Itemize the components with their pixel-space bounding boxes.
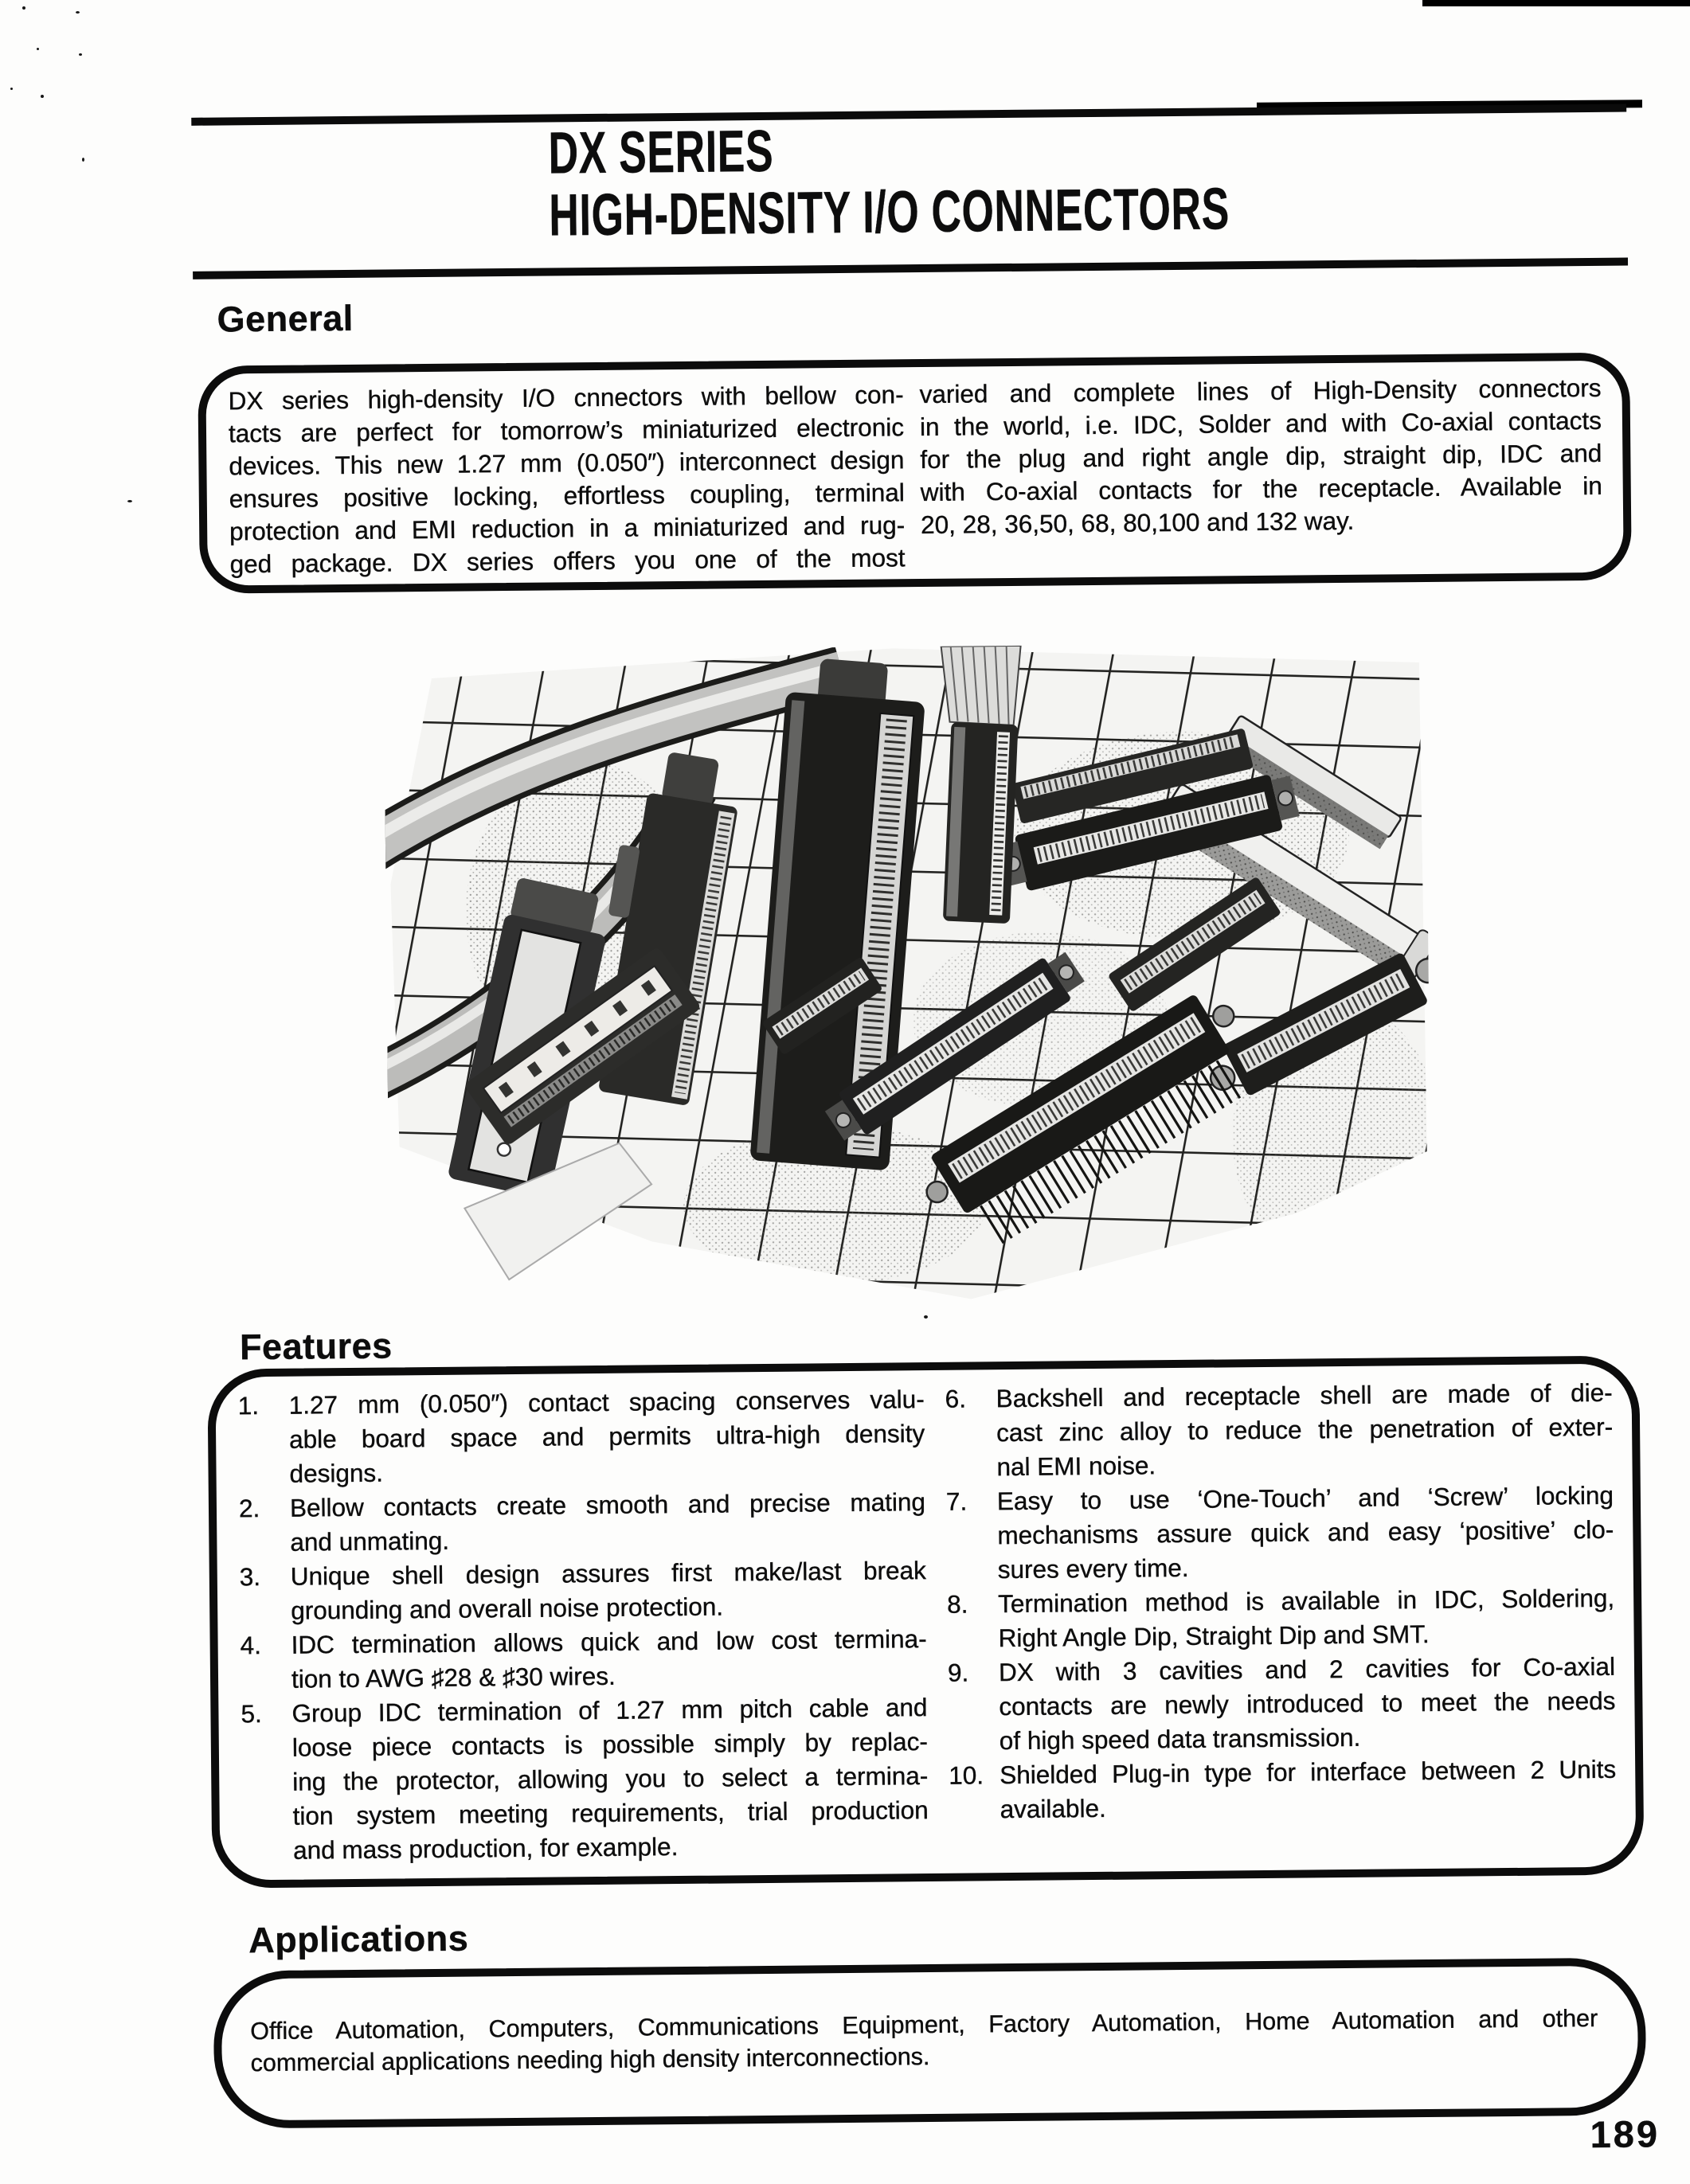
text-line: protection and EMI reduction in a miniaturized and rug- xyxy=(229,510,906,546)
text-line: IDC termination allows quick and low cost termina- xyxy=(291,1624,927,1659)
text-line: devices. This new 1.27 mm (0.050″) interconnect design xyxy=(229,445,905,481)
feature-item-text xyxy=(291,1622,927,1697)
text-line: in the world, i.e. IDC, Solder and with Co-axial contacts xyxy=(919,405,1602,442)
text-line: Unique shell design assures first make/last break xyxy=(290,1556,926,1591)
feature-item-number: 5. xyxy=(241,1699,262,1729)
title-line-2: HIGH-DENSITY I/O CONNECTORS xyxy=(549,175,1230,248)
feature-item xyxy=(241,1690,929,1868)
text-line: ensures positive locking, effortless coupling, terminal xyxy=(229,478,905,514)
features-list-left xyxy=(238,1382,929,1868)
feature-item xyxy=(949,1752,1617,1827)
feature-item xyxy=(240,1553,927,1628)
feature-item xyxy=(946,1479,1614,1588)
feature-item xyxy=(947,1581,1615,1656)
text-line: tion system meeting requirements, trial production xyxy=(292,1795,929,1830)
text-line: sures every time. xyxy=(997,1553,1189,1584)
text-line: DX with 3 cavities and 2 cavities for Co-axial xyxy=(998,1651,1616,1687)
text-line: Easy to use ‘One-Touch’ and ‘Screw’ locking xyxy=(996,1480,1614,1516)
text-line: loose piece contacts is possible simply by replac- xyxy=(291,1727,929,1762)
text-line: contacts are newly introduced to meet the needs xyxy=(999,1686,1616,1721)
text-line: with Co-axial contacts for the receptacle. Available in xyxy=(920,471,1602,507)
product-photo xyxy=(384,642,1432,1315)
feature-item-number: 6. xyxy=(945,1384,967,1413)
text-line: Group IDC termination of 1.27 mm pitch cable and xyxy=(291,1693,928,1728)
feature-item-text xyxy=(999,1650,1616,1758)
applications-box xyxy=(213,1957,1647,2128)
feature-item-number: 10. xyxy=(949,1760,984,1790)
text-line: DX series high-density I/O cnnectors with bellow con- xyxy=(228,380,904,416)
text-line: of high speed data transmission. xyxy=(999,1722,1361,1756)
text-line: Shielded Plug-in type for interface between 2 Units xyxy=(1000,1754,1617,1790)
text-line: and mass production, for example. xyxy=(292,1832,679,1865)
text-line: cast zinc alloy to reduce the penetration of exter- xyxy=(996,1412,1614,1448)
text-line: ing the protector, allowing you to select a termina- xyxy=(292,1761,929,1796)
text-line: 1.27 mm (0.050″) contact spacing conserves valu- xyxy=(288,1385,925,1420)
feature-item-number: 1. xyxy=(237,1391,260,1420)
general-box xyxy=(198,353,1632,594)
section-heading-applications: Applications xyxy=(248,1917,469,1961)
feature-item xyxy=(238,1382,925,1491)
text-line: able board space and permits ultra-high density xyxy=(288,1419,925,1454)
text-line: Termination method is available in IDC, Soldering, xyxy=(998,1583,1615,1619)
feature-item xyxy=(239,1485,926,1560)
feature-item-number: 8. xyxy=(947,1589,968,1619)
text-line: and unmating. xyxy=(290,1526,450,1557)
text-line: available. xyxy=(1000,1793,1106,1824)
text-line: Bellow contacts create smooth and precise mating xyxy=(289,1487,926,1522)
page-title xyxy=(548,113,1521,247)
feature-item-text xyxy=(289,1382,925,1491)
general-text-right xyxy=(919,372,1602,541)
feature-item xyxy=(945,1376,1614,1485)
feature-item-text xyxy=(1000,1752,1617,1827)
feature-item-number: 2. xyxy=(238,1494,260,1523)
feature-item-number: 3. xyxy=(239,1562,261,1592)
feature-item-text xyxy=(998,1581,1615,1655)
text-line: commercial applications needing high density interconnections. xyxy=(250,2043,930,2077)
text-line: designs. xyxy=(289,1458,384,1488)
text-line: ged package. DX series offers you one of the most xyxy=(229,543,906,579)
features-list-right xyxy=(945,1376,1617,1827)
text-line: for the plug and right angle dip, straight dip, IDC and xyxy=(920,438,1602,475)
text-line: nal EMI noise. xyxy=(996,1451,1156,1482)
text-line: tion to AWG ♯28 & ♯30 wires. xyxy=(291,1661,616,1694)
title-line-1: DX SERIES xyxy=(548,117,774,186)
page-number: 189 xyxy=(1590,2112,1661,2156)
text-line: tacts are perfect for tomorrow’s miniaturized electronic xyxy=(228,412,905,448)
feature-item-text xyxy=(996,1376,1613,1484)
text-line: grounding and overall noise protection. xyxy=(291,1592,724,1625)
header-rule-bottom xyxy=(193,258,1628,279)
feature-item-text xyxy=(290,1485,926,1560)
text-line: Backshell and receptacle shell are made of die- xyxy=(996,1377,1613,1413)
applications-text xyxy=(250,2002,1598,2079)
ribbon-connector xyxy=(943,722,1019,924)
text-line: Office Automation, Computers, Communications Equipment, Factory Automation, Home Automation and other xyxy=(250,2004,1598,2045)
feature-item-number: 9. xyxy=(947,1658,969,1687)
feature-item-text xyxy=(291,1553,927,1628)
text-line: mechanisms assure quick and easy ‘positive’ clo- xyxy=(997,1514,1614,1550)
text-line: Right Angle Dip, Straight Dip and SMT. xyxy=(998,1619,1430,1653)
feature-item xyxy=(948,1650,1616,1759)
ribbon-cable xyxy=(941,646,1022,726)
section-heading-general: General xyxy=(217,297,354,340)
feature-item xyxy=(240,1622,927,1697)
general-text-left xyxy=(228,378,905,580)
text-line: 20, 28, 36,50, 68, 80,100 and 132 way. xyxy=(920,506,1355,540)
features-box xyxy=(207,1355,1644,1888)
feature-item-text xyxy=(997,1479,1614,1587)
feature-item-text xyxy=(291,1690,929,1868)
feature-item-number: 7. xyxy=(945,1487,968,1516)
section-heading-features: Features xyxy=(239,1325,393,1368)
feature-item-number: 4. xyxy=(240,1631,262,1660)
text-line: varied and complete lines of High-Density connectors xyxy=(919,373,1602,409)
